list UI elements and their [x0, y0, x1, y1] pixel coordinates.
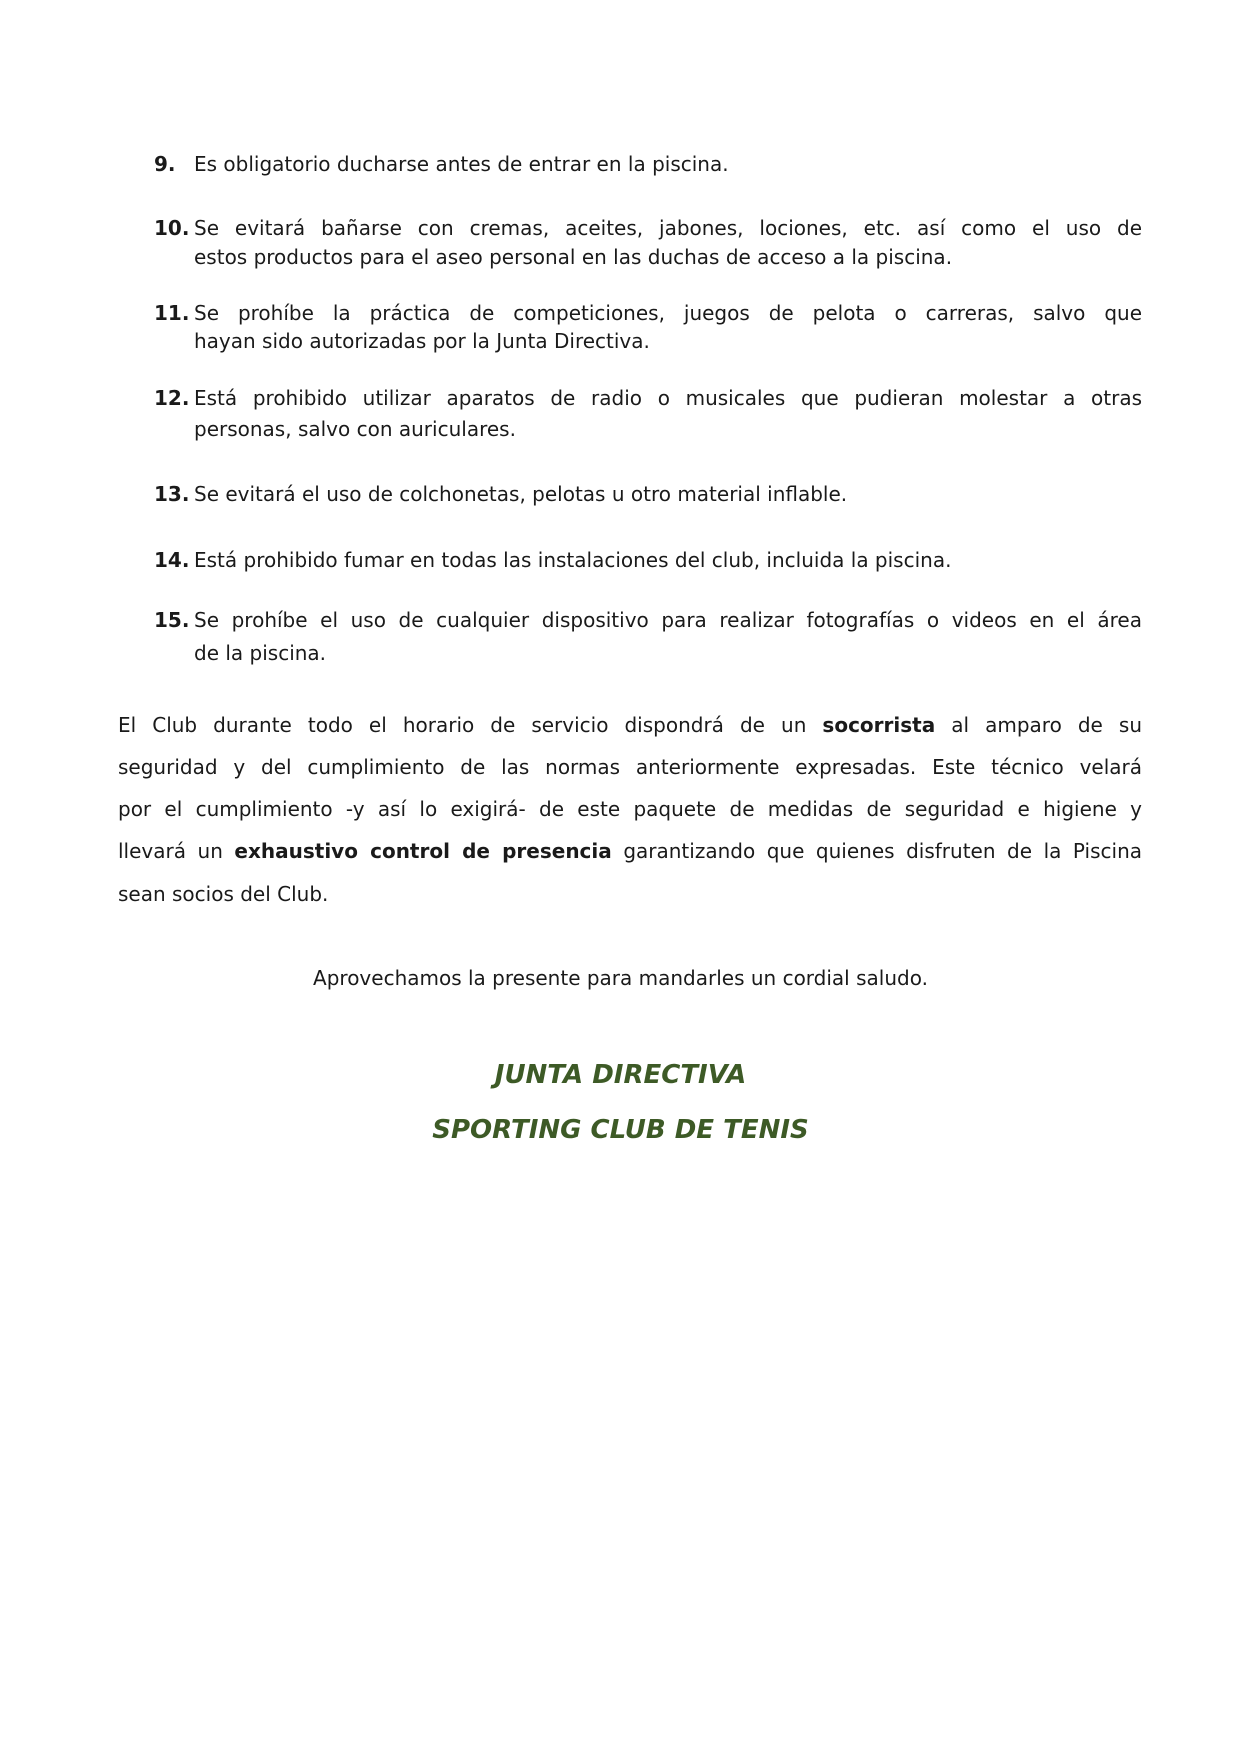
paragraph-line: por el cumplimiento -y así lo exigirá- de este paquete de medidas de seguridad e higiene y: [118, 797, 1142, 821]
rule-text: personas, salvo con auriculares.: [194, 417, 516, 441]
signature-board: JUNTA DIRECTIVA: [494, 1060, 747, 1090]
rule-text: Está prohibido fumar en todas las instalaciones del club, incluida la piscina.: [194, 548, 952, 572]
paragraph-line: seguridad y del cumplimiento de las normas anteriormente expresadas. Este técnico velará: [118, 755, 1142, 779]
rule-number: 12.: [154, 386, 190, 410]
bold-text: socorrista: [822, 713, 936, 737]
rule-text: Está prohibido utilizar aparatos de radio o musicales que pudieran molestar a otras: [194, 386, 1142, 410]
rule-number: 10.: [154, 216, 190, 240]
text: garantizando que quienes disfruten de la Piscina: [623, 839, 1143, 863]
paragraph-line: [118, 839, 1142, 863]
rule-text: estos productos para el aseo personal en las duchas de acceso a la piscina.: [194, 245, 953, 269]
bold-text: exhaustivo control de presencia: [234, 839, 612, 863]
signature-club: SPORTING CLUB DE TENIS: [432, 1115, 809, 1145]
rule-text: hayan sido autorizadas por la Junta Directiva.: [194, 329, 650, 353]
paragraph-line: [118, 713, 1142, 737]
closing-greeting: Aprovechamos la presente para mandarles un cordial saludo.: [313, 966, 928, 990]
paragraph-line: sean socios del Club.: [118, 882, 329, 906]
rule-number: 11.: [154, 301, 190, 325]
text: El Club durante todo el horario de servicio dispondrá de un: [118, 713, 807, 737]
rule-number: 9.: [154, 152, 176, 176]
rule-text: Se evitará el uso de colchonetas, pelotas u otro material inflable.: [194, 482, 848, 506]
rule-text: Es obligatorio ducharse antes de entrar en la piscina.: [194, 152, 729, 176]
text: llevará un: [118, 839, 223, 863]
rule-text: Se evitará bañarse con cremas, aceites, jabones, lociones, etc. así como el uso de: [194, 216, 1142, 240]
rule-text: Se prohíbe el uso de cualquier dispositivo para realizar fotografías o videos en el área: [194, 608, 1142, 632]
rule-text: de la piscina.: [194, 641, 327, 665]
text: al amparo de su: [951, 713, 1143, 737]
rule-number: 15.: [154, 608, 190, 632]
rule-number: 13.: [154, 482, 190, 506]
rule-text: Se prohíbe la práctica de competiciones, juegos de pelota o carreras, salvo que: [194, 301, 1142, 325]
rule-number: 14.: [154, 548, 190, 572]
